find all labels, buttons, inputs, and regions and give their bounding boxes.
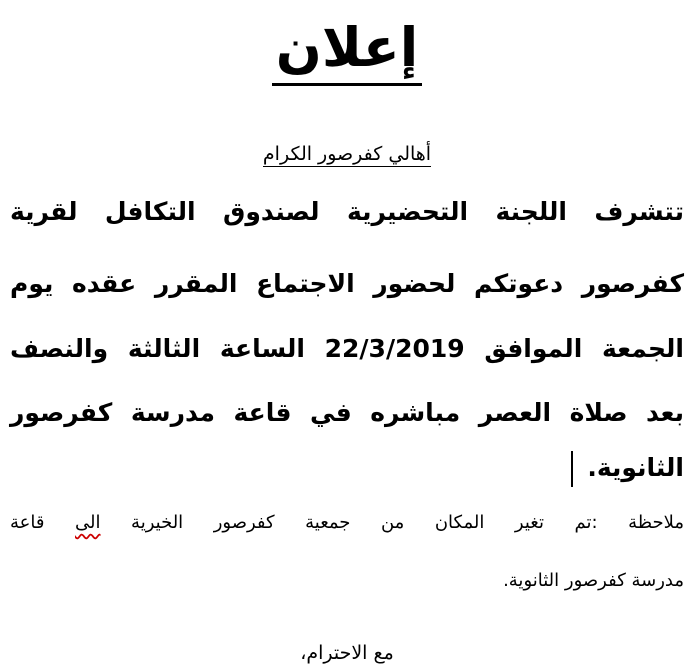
body-line-4: بعد صلاة العصر مباشره في قاعة مدرسة كفرصور [10, 398, 684, 427]
note-line-1 [10, 510, 684, 536]
title-text: إعلان [272, 13, 423, 86]
body-line-2: كفرصور دعوتكم لحضور الاجتماع المقرر عقده يوم [10, 269, 684, 298]
greeting-text: أهالي كفرصور الكرام [262, 143, 432, 165]
body-line-5-text: الثانوية. [587, 453, 684, 482]
closing-line: مع الاحترام، [300, 642, 394, 664]
spellcheck-flagged-word: الى [75, 512, 101, 533]
note-text-after: قاعة [10, 512, 76, 533]
body-line-3: الجمعة الموافق 22/3/2019 الساعة الثالثة والنصف [10, 334, 685, 363]
body-line-1: تتشرف اللجنة التحضيرية لصندوق التكافل لقرية [10, 197, 684, 226]
note-text-before: ملاحظة :تم تغير المكان من جمعية كفرصور الخيرية [100, 512, 684, 533]
text-cursor [571, 451, 573, 487]
greeting-line [0, 140, 694, 168]
body-line-5 [10, 448, 684, 488]
document-title [0, 8, 694, 88]
note-line-2: مدرسة كفرصور الثانوية. [503, 570, 684, 591]
